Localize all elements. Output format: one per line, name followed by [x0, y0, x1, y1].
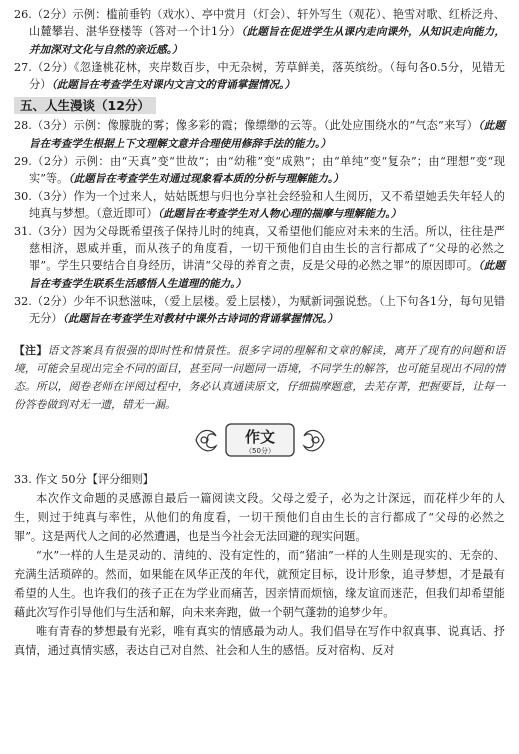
answer-purpose: （此题旨在考查学生对课内文言文的背诵掌握情况。） — [51, 79, 296, 91]
question-33-heading: 33. 作文 50分【评分细则】 — [14, 473, 154, 486]
essay-paragraph: 唯有青春的梦想最有光彩，唯有真实的情感最为动人。我们倡导在写作中叙真事、说真话、抒真情，通过真情实感，表达自己对自然、社会和人生的感悟。反对宿构、反对 — [14, 625, 505, 657]
essay-paragraph: “水”一样的人生是灵动的、清纯的、没有定性的，而“猪油”一样的人生则是现实的、无奈的、充满生活琐碎的。然而，如果能在风华正茂的年代，就预定目标，设计形象，追寻梦想，才是最有希望的人生。也许我们的孩子正在为学业而痛苦，因亲情而烦恼，缘友谊而迷茫，但我们却希望能藉此次写作引导他们与生活和解，向未来奔跑，做一个朝气蓬勃的追梦少年。 — [14, 549, 505, 619]
answer-purpose: （此题旨在考查学生根据上下文理解文意并合理使用修辞手法的能力。） — [29, 120, 505, 150]
answer-text: 29.（2分）示例：由“天真”变“世故”；由“幼稚”变“成熟”；由“单纯”变“复杂”；由“理想”变“现实”等。 — [14, 155, 505, 185]
answer-text: 32.（2分）少年不识愁滋味，（爱上层楼。爱上层楼），为赋新词强说愁。（上下句各1分，每句见错无分） — [14, 295, 505, 325]
answer-purpose: （此题旨在考查学生联系生活感悟人生道理的能力。） — [29, 260, 505, 290]
grading-note — [14, 342, 505, 414]
essay-banner — [14, 420, 505, 460]
banner-title: 作文 — [244, 428, 275, 446]
answer-text: 31.（3分）因为父母既希望孩子保持儿时的纯真，又希望他们能应对未来的生活。所以，往往是严慈相济，恩威并重，而从孩子的角度看，一切干预他们自由生长的言行都成了“父母的必然之罪”。学生只要结合自身经历，讲清“父母的养育之责，反是父母的必然之罪”的原因即可。 — [14, 225, 505, 272]
note-tag: 【注】 — [14, 344, 48, 357]
essay-paragraph: 本次作文命题的灵感源自最后一篇阅读文段。父母之爱子，必为之计深远，而花样少年的人生，则过于纯真与率性，从他们的角度看，一切干预他们自由生长的言行都成了“父母的必然之罪”。这是两代人之间的必然遭遇，也是当今社会无法回避的现实问题。 — [14, 492, 505, 543]
answer-item-29 — [14, 153, 505, 188]
note-text: 语文答案具有很强的即时性和情景性。很多字词的理解和文章的解读，离开了现有的问题和语境，可能会呈现出完全不同的面目，甚至同一问题同一语境，不同学生的解答，也可能呈现出不同的情态。所以，阅卷老师在评阅过程中，务必认真通读原文，仔细揣摩题意，去芜存菁，把握要旨，让每一份答卷做到对无一遗，错无一漏。 — [14, 344, 506, 411]
answer-text: 30.（3分）作为一个过来人，姑姑既想与归也分享社会经验和人生阅历，又不希望她丢失年轻人的纯真与梦想。（意近即可） — [14, 190, 505, 220]
answer-item-32 — [14, 293, 505, 328]
answer-item-31 — [14, 223, 505, 293]
answer-item-26 — [14, 6, 505, 59]
answer-item-30 — [14, 188, 505, 223]
answer-text: 27.（2分）《忽逢桃花林，夹岸数百步，中无杂树，芳草鲜美，落英缤纷。（每句各0.5分，见错无分） — [14, 61, 505, 91]
section-title: 五、人生漫谈（12分） — [14, 97, 156, 114]
answer-item-28 — [14, 117, 505, 153]
answer-purpose: （此题旨在考查学生对通过现象看本质的分析与理解能力。） — [68, 173, 344, 185]
answer-purpose: （此题旨在考查学生对教材中课外古诗词的背诵掌握情况。） — [62, 313, 339, 325]
answer-purpose: （此题旨在考查学生对人物心理的揣摩与理解能力。） — [157, 208, 402, 220]
section-heading — [14, 96, 505, 116]
answer-text: 26.（2分）示例：槛前垂钓（戏水）、亭中赏月（灯会）、轩外写生（观花）、艳雪对歌、红桥泛舟、山麓攀岩、湛华登楼等（答对一个计1分） — [14, 8, 505, 38]
answer-text: 28.（3分）示例：像朦胧的雾；像多彩的霞；像缥缈的云等。（此处应围绕水的“气态”来写） — [14, 119, 479, 132]
essay-banner-graphic — [190, 420, 330, 460]
answer-purpose: （此题旨在促进学生从课内走向课外，从知识走向能力，并加深对文化与自然的亲近感。） — [29, 26, 505, 56]
banner-subtitle: （50分） — [244, 447, 275, 455]
answer-item-27 — [14, 59, 505, 94]
